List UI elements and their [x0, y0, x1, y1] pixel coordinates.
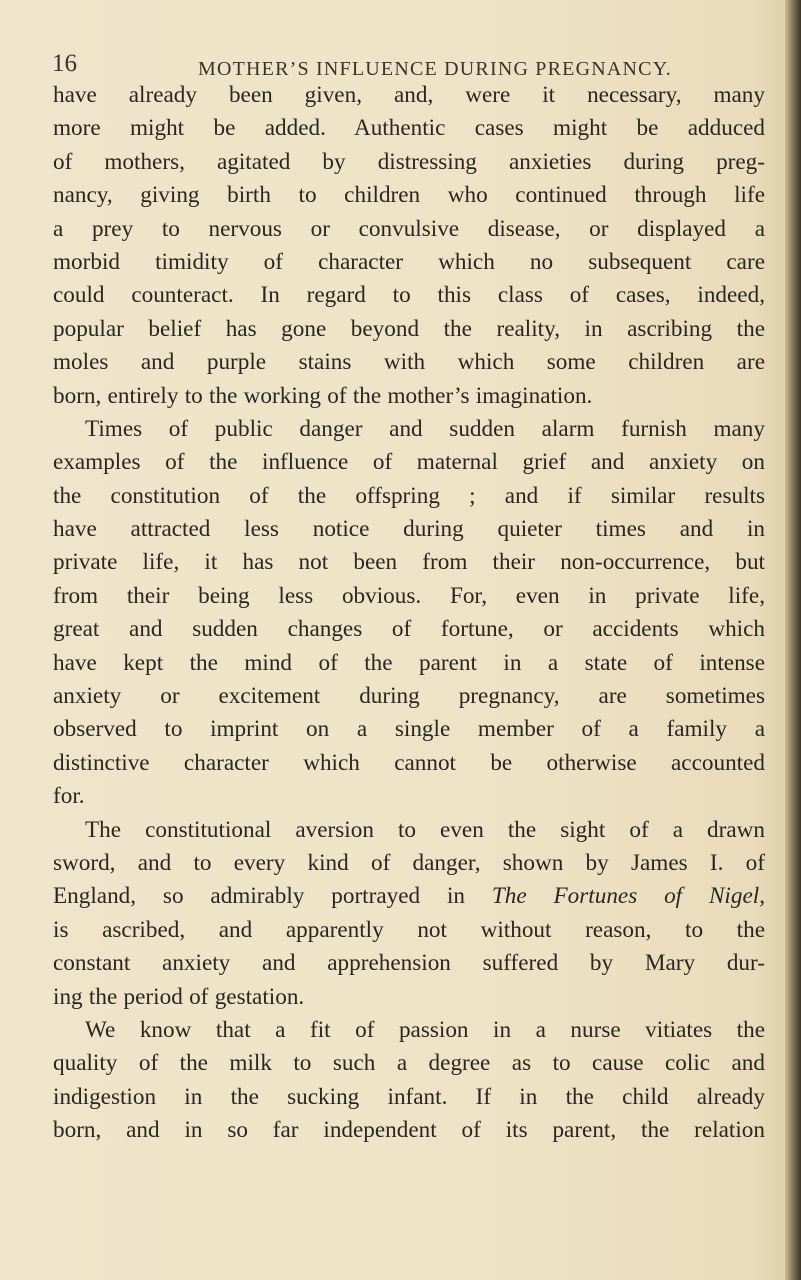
- text-line: of mothers, agitated by distressing anxieties during preg-: [53, 148, 765, 175]
- body-text: [53, 79, 765, 1259]
- text-line: popular belief has gone beyond the reality, in ascribing the: [53, 315, 765, 342]
- text-line-with-title: [53, 880, 765, 913]
- text-line: private life, it has not been from their non-occurrence, but: [53, 549, 765, 576]
- text-line: for.: [53, 783, 85, 810]
- text-line: moles and purple stains with which some children are: [53, 349, 765, 376]
- text-line: have attracted less notice during quieter times and in: [53, 516, 765, 543]
- text-line: could counteract. In regard to this class of cases, indeed,: [53, 282, 765, 309]
- text-line: indigestion in the sucking infant. If in the child already: [53, 1083, 765, 1110]
- text-line: nancy, giving birth to children who continued through life: [53, 182, 765, 209]
- text-line: a prey to nervous or convulsive disease, or displayed a: [53, 215, 765, 242]
- paragraph-start-line: The constitutional aversion to even the sight of a drawn: [85, 816, 765, 843]
- book-title: The Fortunes of Nigel,: [491, 883, 765, 910]
- text-fragment: England, so admirably portrayed in: [53, 883, 492, 910]
- text-line: born, entirely to the working of the mother’s imagination.: [53, 382, 593, 409]
- text-line: anxiety or excitement during pregnancy, are sometimes: [53, 683, 765, 710]
- text-line: observed to imprint on a single member of a family a: [53, 716, 765, 743]
- text-line: distinctive character which cannot be otherwise accounted: [53, 749, 765, 776]
- text-line: more might be added. Authentic cases might be adduced: [53, 115, 765, 142]
- text-line: the constitution of the offspring ; and if similar results: [53, 482, 765, 509]
- text-line: have already been given, and, were it necessary, many: [53, 82, 765, 108]
- text-line: born, and in so far independent of its parent, the relation: [53, 1117, 765, 1144]
- text-line: examples of the influence of maternal grief and anxiety on: [53, 449, 765, 476]
- paragraph-start-line: Times of public danger and sudden alarm furnish many: [85, 415, 765, 442]
- text-line: sword, and to every kind of danger, shown by James I. of: [53, 849, 765, 876]
- text-line: have kept the mind of the parent in a state of intense: [53, 649, 765, 676]
- page-edge-shadow: [785, 0, 801, 1280]
- text-line: is ascribed, and apparently not without reason, to the: [53, 916, 765, 943]
- text-line: from their being less obvious. For, even in private life,: [53, 582, 765, 609]
- text-line: quality of the milk to such a degree as to cause colic and: [53, 1050, 765, 1077]
- paragraph-start-line: We know that a fit of passion in a nurse vitiates the: [85, 1016, 765, 1043]
- text-line: ing the period of gestation.: [53, 983, 305, 1010]
- text-line: constant anxiety and apprehension suffered by Mary dur-: [53, 950, 765, 977]
- running-head: MOTHER’S INFLUENCE DURING PREGNANCY.: [198, 58, 672, 80]
- text-line: morbid timidity of character which no subsequent care: [53, 248, 765, 275]
- text-line: great and sudden changes of fortune, or accidents which: [53, 616, 765, 643]
- page-number: 16: [52, 50, 77, 77]
